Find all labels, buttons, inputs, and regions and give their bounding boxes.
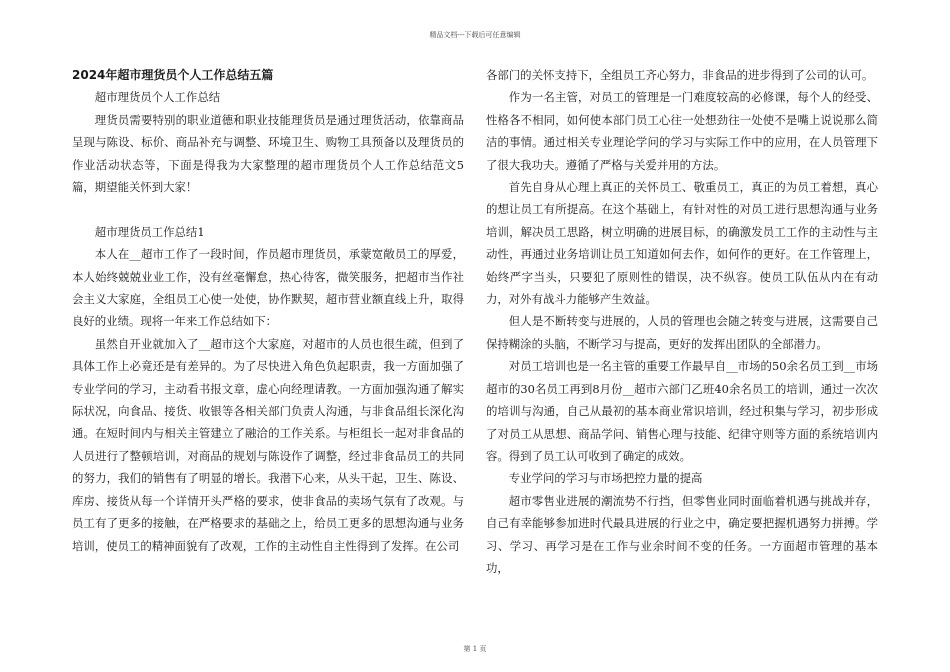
- paragraph-continued: 各部门的关怀支持下，全组员工齐心努力，非食品的进步得到了公司的认可。: [486, 68, 874, 82]
- paragraph: 作为一名主管，对员工的管理是一门难度较高的必修课，每个人的经受、性格各不相同，如何使本部门员工心往一处想劲往一处使不是嘴上说说那么简洁的事情。通过相关专业理论学问的学习与实际工作中的应用，在人员管理下了很大我功夫。遵循了严格与关爱并用的方法。: [486, 90, 878, 172]
- paragraph: 虽然自开业就加入了__超市这个大家庭，对超市的人员也很生疏，但到了具体工作上必竟还是有差异的。为了尽快进入角色负起职责，我一方面加强了专业学问的学习，主动看书报文章，虚心向经理请教。一方面加强沟通了解实际状况，向食品、接货、收银等各相关部门负责人沟通，与非食品组长深化沟通。在短时间内与相关主管建立了融洽的工作关系。与柜组长一起对非食品的人员进行了整顿培训，对商品的规划与陈设作了调整，经过非食品员工的共同的努力，我们的销售有了明显的增长。我潜下心来，从头干起，卫生、陈设、库房、接货从每一个详情开头严格的要求，使非食品的卖场气氛有了改观。与员工有了更多的接触，在严格要求的基础之上，给员工更多的思想沟通与业务培训，使员工的精神面貌有了改观，工作的主动性自主性得到了发挥。在公司: [72, 336, 464, 553]
- intro-paragraph: 理货员需要特别的职业道德和职业技能理货员是通过理货活动，依靠商品呈现与陈设、标价、商品补充与调整、环境卫生、购物工具预备以及理货员的作业活动状态等，下面是得我为大家整理的超市理货员个人工作总结范文5篇，期望能关怀到大家！: [72, 112, 464, 195]
- subtitle: 超市理货员个人工作总结: [94, 90, 221, 105]
- page-header: 精品文档---下载后可任意编辑: [429, 31, 521, 39]
- paragraph: 超市零售业进展的潮流势不行挡，但零售业同时面临着机遇与挑战并存，自己有幸能够参加进时代最具进展的行业之中，确定要把握机遇努力拼搏。学习、学习、再学习是在工作与业余时间不变的任务。一方面超市管理的基本功，: [486, 493, 878, 575]
- left-column: [72, 64, 464, 642]
- paragraph: 首先自身从心理上真正的关怀员工、敬重员工，真正的为员工着想，真心的想让员工有所提高。在这个基础上，有针对性的对员工进行思想沟通与业务培训，解决员工思路，树立明确的进展目标，的确激发员工工作的主动性与主动性，再通过业务培训让员工知道如何去作，如何作的更好。在工作管理上，始终严字当头，只要犯了原则性的错误，决不纵容。使员工队伍从内在有动力，对外有战斗力能够产生效益。: [486, 180, 878, 307]
- document-title: 2024年超市理货员个人工作总结五篇: [72, 68, 274, 82]
- section-heading-2: 专业学问的学习与市场把控力量的提高: [508, 471, 703, 486]
- paragraph: 但人是不断转变与进展的，人员的管理也会随之转变与进展，这需要自己保持糊涂的头脑，不断学习与提高，更好的发挥出团队的全部潜力。: [486, 314, 878, 351]
- right-column: [486, 64, 878, 642]
- blank-line: [72, 198, 464, 220]
- section-heading-1: 超市理货员工作总结1: [94, 224, 205, 239]
- paragraph: 本人在__超市工作了一段时间，作员超市理货员，承蒙宽敞员工的厚爱，本人始终兢兢业业工作，没有丝毫懈怠，热心待客，微笑服务，把超市当作社会主义大家庭，全组员工心使一处使，协作默契，超市营业额直线上升，取得良好的业绩。现将一年来工作总结如下：: [72, 247, 464, 329]
- paragraph: 对员工培训也是一名主管的重要工作最早自__市场的50余名员工到__市场超市的30名员工再到8月份__超市六部门乙班40余名员工的培训，通过一次次的培训与沟通，自己从最初的基本商业常识培训，经过积集与学习，初步形成了对员工从思想、商品学问、销售心理与技能、纪律守则等方面的系统培训内容。得到了员工认可收到了确定的成效。: [486, 359, 878, 463]
- page-footer: 第 1 页: [463, 645, 487, 653]
